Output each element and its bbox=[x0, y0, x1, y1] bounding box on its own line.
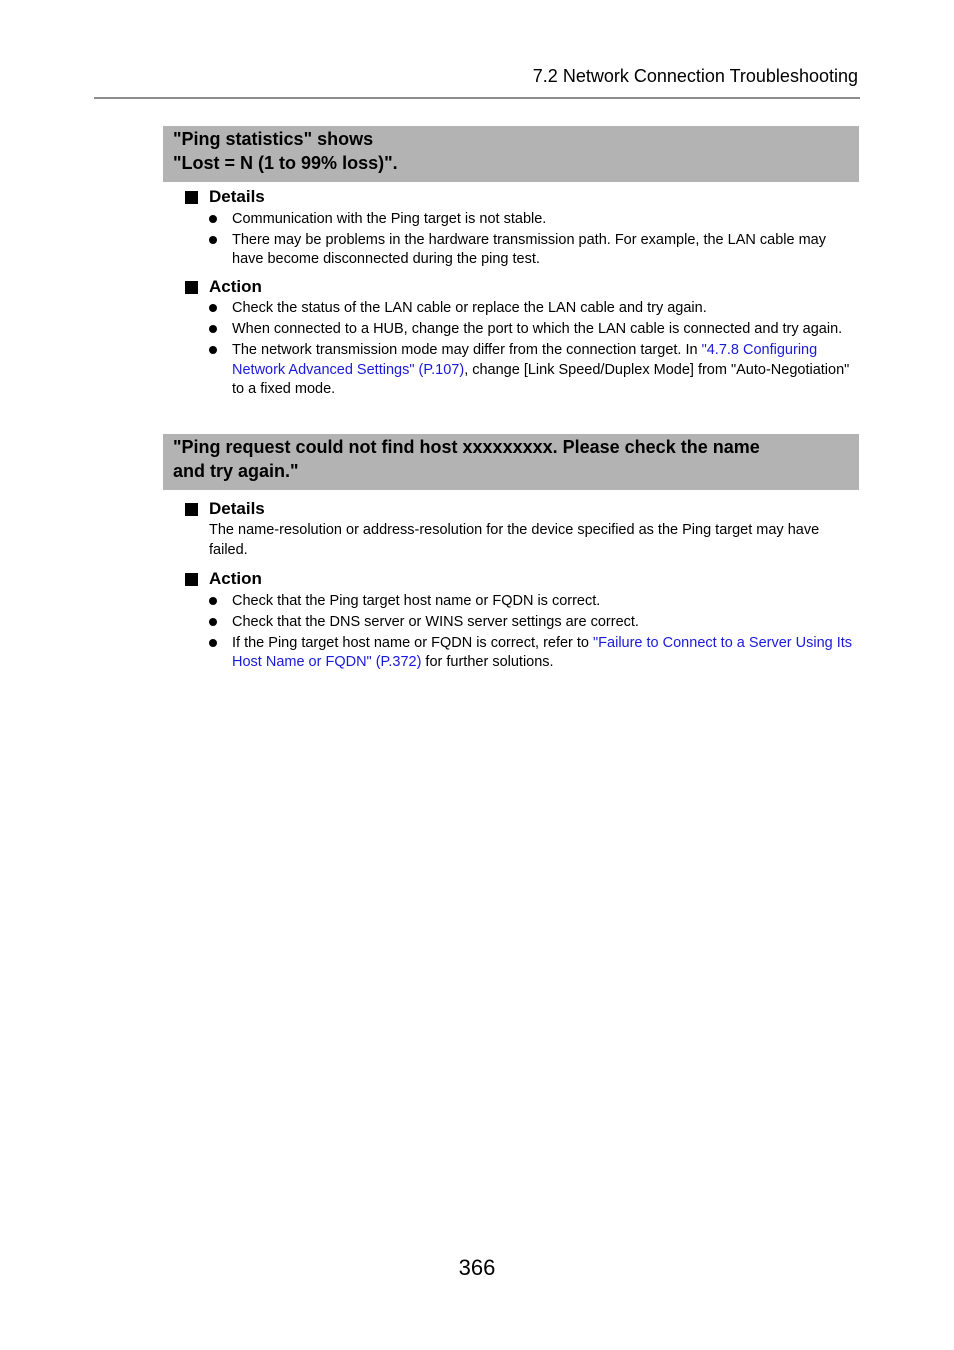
cross-reference-link[interactable]: "Failure to Connect to a Server Using Its Host Name or FQDN" (P.372) bbox=[232, 634, 853, 670]
list-item: Check that the Ping target host name or FQDN is correct. bbox=[209, 592, 859, 612]
section-title-banner bbox=[163, 434, 859, 490]
details-paragraph: The name-resolution or address-resolution for the device specified as the Ping target may have failed. bbox=[209, 522, 820, 558]
list-item: The network transmission mode may differ from the connection target. In "4.7.8 Configuring Network Advanced Settings" (P.107), change [Link Speed/Duplex Mode] from "Auto-Negotiation" to a fixed mode. bbox=[209, 341, 859, 400]
list-item: When connected to a HUB, change the port to which the LAN cable is connected and try again. bbox=[209, 320, 859, 340]
square-bullet-icon bbox=[185, 191, 198, 204]
details-list bbox=[163, 210, 859, 270]
section-title-line: and try again." bbox=[173, 461, 299, 481]
bullet-dot-icon bbox=[209, 304, 217, 312]
page-number: 366 bbox=[458, 1255, 496, 1280]
section-title-banner bbox=[163, 126, 859, 182]
list-item: There may be problems in the hardware transmission path. For example, the LAN cable may have become disconnected during the ping test. bbox=[209, 231, 859, 270]
square-bullet-icon bbox=[185, 573, 198, 586]
header-rule bbox=[94, 97, 860, 99]
action-list bbox=[163, 592, 859, 673]
details-heading: Details bbox=[185, 498, 859, 520]
section-title-line: "Ping request could not find host xxxxxxxxx. Please check the name bbox=[173, 437, 760, 457]
list-item: Check that the DNS server or WINS server settings are correct. bbox=[209, 613, 859, 633]
bullet-dot-icon bbox=[209, 639, 217, 647]
action-heading: Action bbox=[185, 276, 859, 298]
square-bullet-icon bbox=[185, 281, 198, 294]
bullet-dot-icon bbox=[209, 618, 217, 626]
bullet-dot-icon bbox=[209, 236, 217, 244]
list-item: Check the status of the LAN cable or replace the LAN cable and try again. bbox=[209, 299, 859, 319]
list-item: Communication with the Ping target is not stable. bbox=[209, 210, 859, 230]
section-ping-statistics bbox=[163, 126, 859, 400]
action-heading: Action bbox=[185, 568, 859, 590]
square-bullet-icon bbox=[185, 503, 198, 516]
bullet-dot-icon bbox=[209, 325, 217, 333]
section-title-line: "Ping statistics" shows bbox=[173, 129, 374, 149]
bullet-dot-icon bbox=[209, 346, 217, 354]
details-heading: Details bbox=[185, 186, 859, 208]
bullet-dot-icon bbox=[209, 597, 217, 605]
section-ping-request-host bbox=[163, 434, 859, 673]
list-item: If the Ping target host name or FQDN is correct, refer to "Failure to Connect to a Server Using Its Host Name or FQDN" (P.372) for further solutions. bbox=[209, 634, 859, 673]
section-title-line: "Lost = N (1 to 99% loss)". bbox=[173, 153, 398, 173]
bullet-dot-icon bbox=[209, 215, 217, 223]
running-header-title: 7.2 Network Connection Troubleshooting bbox=[532, 66, 858, 86]
action-list bbox=[163, 299, 859, 400]
cross-reference-link[interactable]: "4.7.8 Configuring Network Advanced Settings" (P.107) bbox=[232, 342, 818, 378]
